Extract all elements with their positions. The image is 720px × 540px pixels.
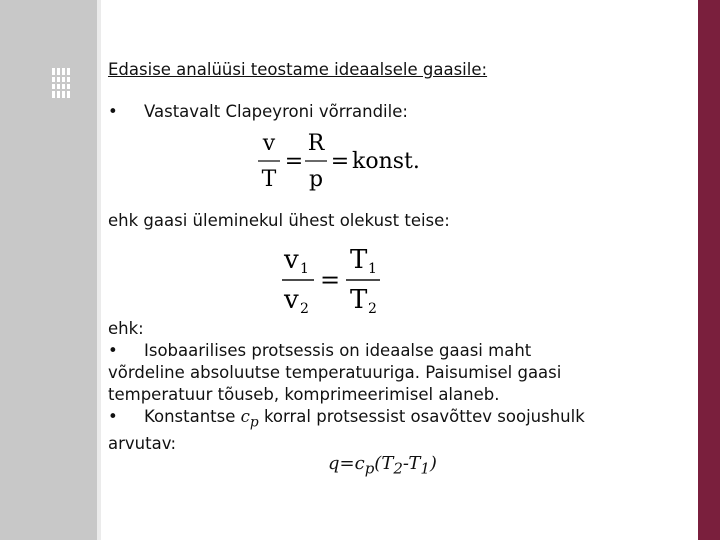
formula-v2-sub: 2	[300, 301, 309, 317]
bullet-isobaric-line1: Isobaarilises protsessis on ideaalse gaasi maht	[144, 341, 532, 360]
bullet-isobaric	[108, 340, 668, 362]
transition-text: ehk gaasi üleminekul ühest olekust teise:	[108, 211, 450, 230]
bullet-clapeyron	[108, 102, 408, 121]
state-ratio-formula	[280, 240, 390, 318]
formula-T2-sub: 2	[368, 301, 377, 317]
explanation-paragraph	[108, 318, 668, 455]
bullet-heat-pre: Konstantse	[144, 407, 241, 426]
formula-v1-sub: 1	[300, 261, 309, 277]
formula-v2: v	[284, 285, 299, 315]
left-sidebar	[0, 0, 97, 540]
bullet-marker: •	[108, 102, 118, 121]
bullet-marker: •	[108, 407, 118, 426]
formula-v: v	[262, 131, 276, 156]
heat-formula-q: q=c	[328, 453, 365, 474]
cp-symbol: c	[240, 407, 250, 426]
slide-content	[108, 0, 688, 540]
formula-T: T	[261, 167, 277, 192]
bullet-heat-post: korral protsessist osavõttev soojushulk	[258, 407, 585, 426]
sidebar-divider	[97, 0, 101, 540]
formula-T1: T	[350, 245, 368, 275]
formula-T2: T	[350, 285, 368, 315]
heat-formula-open: (T	[374, 453, 394, 474]
heat-formula	[328, 453, 437, 478]
formula-v1: v	[284, 245, 299, 275]
right-accent-bar	[698, 0, 720, 540]
formula-T1-sub: 1	[368, 261, 377, 277]
formula-eq: =	[319, 266, 341, 294]
slide-heading: Edasise analüüsi teostame ideaalsele gaasile:	[108, 60, 488, 79]
heat-formula-sub-p: p	[364, 459, 375, 478]
para-intro: ehk:	[108, 319, 144, 338]
bullet-text: Vastavalt Clapeyroni võrrandile:	[144, 102, 408, 121]
formula-eq1: =	[284, 149, 304, 174]
bullet-heat	[108, 406, 668, 433]
logo-icon	[52, 68, 72, 98]
clapeyron-formula	[258, 128, 428, 194]
bullet-heat-line2: arvutav:	[108, 434, 177, 454]
heat-formula-close: )	[429, 453, 437, 474]
formula-R: R	[307, 131, 325, 156]
formula-eq2: =	[330, 149, 350, 174]
heat-formula-sub-2: 2	[393, 459, 403, 478]
bullet-isobaric-line2: võrdeline absoluutse temperatuuriga. Paisumisel gaasi	[108, 363, 562, 382]
heat-formula-sub-1: 1	[420, 459, 430, 478]
heat-formula-mid: -T	[402, 453, 421, 474]
formula-p: p	[308, 167, 324, 192]
formula-konst: konst.	[352, 149, 420, 174]
bullet-isobaric-line3: temperatuur tõuseb, komprimeerimisel alaneb.	[108, 385, 500, 404]
bullet-marker: •	[108, 341, 118, 360]
cp-subscript: p	[249, 414, 259, 431]
